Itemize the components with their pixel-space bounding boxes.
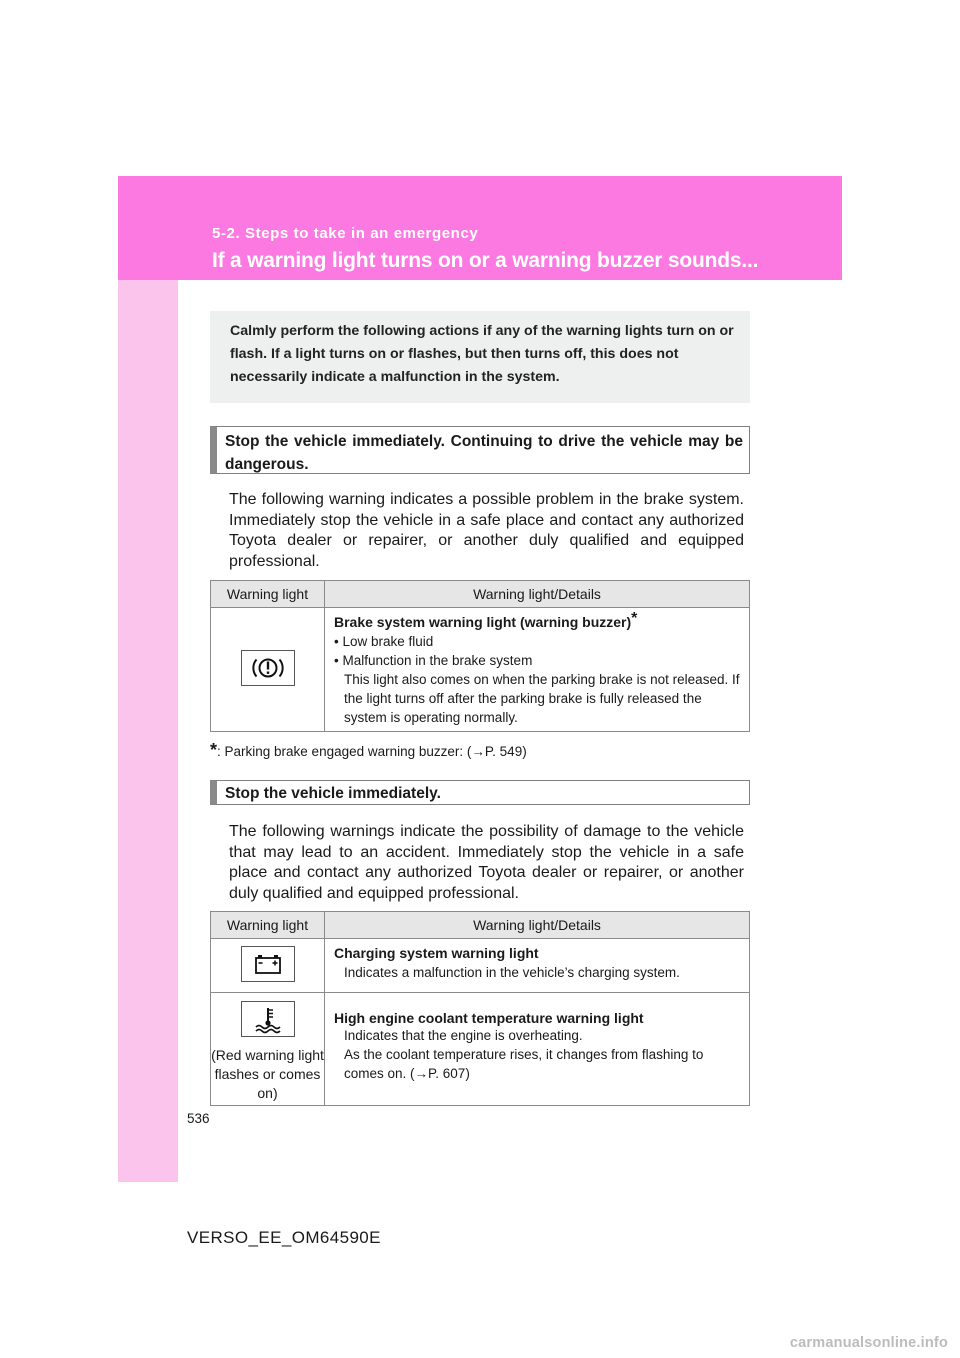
coolant-temperature-icon bbox=[241, 1001, 295, 1037]
column-header-details: Warning light/Details bbox=[325, 912, 750, 939]
column-header-warning-light: Warning light bbox=[211, 912, 325, 939]
table-row bbox=[211, 993, 750, 1106]
footnote-star: * bbox=[631, 610, 638, 627]
footnote-text: : Parking brake engaged warning buzzer: (→P. 549) bbox=[217, 744, 527, 759]
footnote bbox=[210, 740, 527, 761]
section1-table bbox=[210, 580, 750, 732]
section2-table bbox=[210, 911, 750, 1106]
section1-body: The following warning indicates a possible problem in the brake system. Immediately stop the vehicle in a safe place and contact any authorized Toyota dealer or repairer, or another duly qualified and equipped professional. bbox=[229, 491, 744, 570]
column-header-warning-light: Warning light bbox=[211, 581, 325, 608]
detail-cell bbox=[325, 993, 750, 1106]
document-code: VERSO_EE_OM64590E bbox=[187, 1228, 381, 1247]
coolant-warning-detail-1: Indicates that the engine is overheating. bbox=[344, 1028, 583, 1043]
section-label: 5-2. Steps to take in an emergency bbox=[212, 225, 479, 242]
coolant-warning-title: High engine coolant temperature warning light bbox=[334, 1010, 644, 1026]
sidebar-strip bbox=[118, 176, 178, 1182]
section1-heading: Stop the vehicle immediately. Continuing to drive the vehicle may be dangerous. bbox=[210, 426, 750, 474]
charging-warning-detail: Indicates a malfunction in the vehicle’s charging system. bbox=[344, 965, 680, 980]
parking-brake-note: This light also comes on when the parking brake is not released. If the light turns off after the parking brake is fully released the system is operating normally. bbox=[344, 672, 740, 725]
bullet-brake-malfunction: • Malfunction in the brake system bbox=[334, 653, 533, 668]
column-header-details: Warning light/Details bbox=[325, 581, 750, 608]
footnote-mark: * bbox=[210, 740, 218, 760]
icon-cell bbox=[211, 939, 325, 993]
coolant-icon-caption: (Red warning light flashes or comes on) bbox=[211, 1047, 324, 1101]
brake-warning-icon bbox=[241, 650, 295, 686]
page-header bbox=[118, 176, 842, 280]
detail-cell bbox=[325, 608, 750, 732]
page-number: 536 bbox=[187, 1111, 210, 1126]
watermark: carmanualsonline.info bbox=[789, 1335, 948, 1351]
table-row bbox=[211, 608, 750, 732]
section2-body: The following warnings indicate the possibility of damage to the vehicle that may lead to an accident. Immediately stop the vehicle in a safe place and contact any authorized Toyota dealer or repairer, or another duly qualified and equipped professional. bbox=[229, 823, 744, 902]
bullet-low-brake-fluid: • Low brake fluid bbox=[334, 634, 434, 649]
table-header-row bbox=[211, 912, 750, 939]
table-row bbox=[211, 939, 750, 993]
detail-cell bbox=[325, 939, 750, 993]
brake-warning-title: Brake system warning light (warning buzzer)* bbox=[334, 610, 638, 630]
icon-cell bbox=[211, 993, 325, 1106]
intro-box: Calmly perform the following actions if any of the warning lights turn on or flash. If a light turns on or flashes, but then turns off, this does not necessarily indicate a malfunction in the system. bbox=[210, 311, 750, 403]
coolant-warning-detail-2: As the coolant temperature rises, it changes from flashing to comes on. (→P. 607) bbox=[344, 1047, 704, 1081]
icon-cell bbox=[211, 608, 325, 732]
section2-heading: Stop the vehicle immediately. bbox=[210, 780, 750, 805]
table-header-row bbox=[211, 581, 750, 608]
page-title: If a warning light turns on or a warning buzzer sounds... bbox=[212, 249, 759, 272]
charging-warning-title: Charging system warning light bbox=[334, 945, 539, 961]
battery-icon bbox=[241, 946, 295, 982]
